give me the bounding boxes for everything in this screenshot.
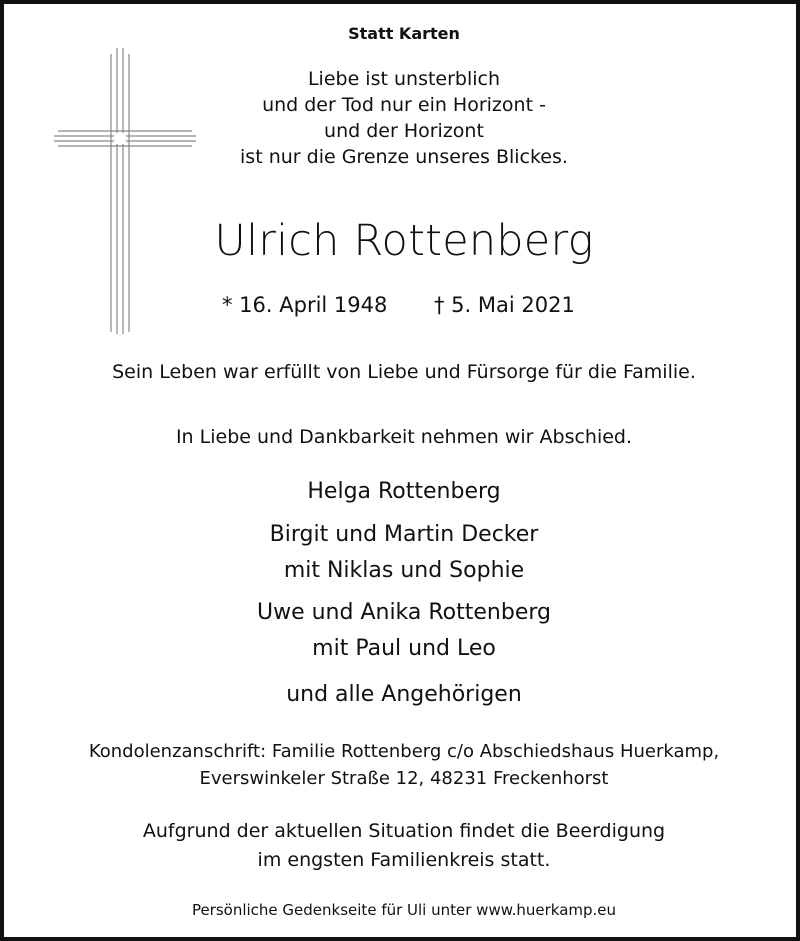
death-date: † 5. Mai 2021 — [434, 293, 575, 317]
poem-line: Liebe ist unsterblich — [307, 68, 501, 90]
farewell-line: In Liebe und Dankbarkeit nehmen wir Abschied. — [175, 426, 633, 448]
mourner-family-2: Uwe und Anika Rottenberg — [256, 600, 551, 625]
funeral-note-line: Aufgrund der aktuellen Situation findet die Beerdigung — [142, 820, 666, 842]
mourner-family-2-children: mit Paul und Leo — [312, 636, 496, 661]
poem-line: und der Horizont — [324, 120, 484, 142]
condolence-address-line: Everswinkeler Straße 12, 48231 Freckenhorst — [199, 768, 609, 789]
funeral-note-line: im engsten Familienkreis statt. — [257, 849, 551, 871]
poem-line: und der Tod nur ein Horizont - — [262, 94, 546, 116]
mourner-relatives: und alle Angehörigen — [286, 682, 522, 707]
mourner-widow: Helga Rottenberg — [307, 479, 501, 504]
mourner-family-1-children: mit Niklas und Sophie — [283, 558, 525, 583]
poem-line: ist nur die Grenze unseres Blickes. — [240, 146, 568, 168]
condolence-address-line: Kondolenzanschrift: Familie Rottenberg c/o Abschiedshaus Huerkamp, — [88, 741, 720, 762]
memorial-page-link: Persönliche Gedenkseite für Uli unter www.huerkamp.eu — [191, 901, 617, 919]
mourner-family-1: Birgit und Martin Decker — [269, 522, 539, 547]
notice-header: Statt Karten — [348, 24, 460, 43]
life-statement: Sein Leben war erfüllt von Liebe und Fürsorge für die Familie. — [112, 361, 696, 383]
birth-date: * 16. April 1948 — [222, 293, 388, 317]
deceased-name: Ulrich Rottenberg — [214, 216, 594, 266]
poem — [154, 66, 654, 170]
